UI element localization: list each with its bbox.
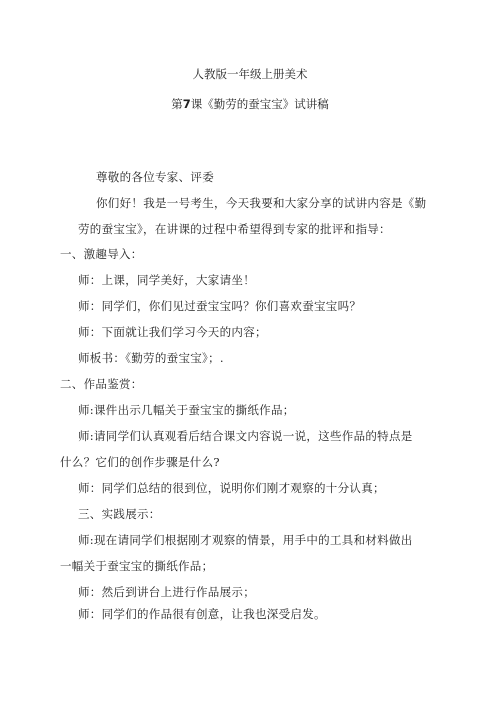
text-line: 一幅关于蚕宝宝的撕纸作品； bbox=[60, 559, 214, 573]
text-line: 师：下面就让我们学习今天的内容； bbox=[78, 325, 267, 339]
text-line: 师:现在请同学们根据刚才观察的情景，用手中的工具和材料做出 bbox=[78, 533, 413, 547]
text-line: 师:请同学们认真观看后结合课文内容说一说，这些作品的特点是 bbox=[78, 429, 413, 443]
text-line: 你们好！我是一号考生，今天我要和大家分享的试讲内容是《勤 bbox=[96, 196, 427, 210]
title-prefix: 第 bbox=[171, 97, 183, 111]
text-line: 师板书：《勤劳的蚕宝宝》；. bbox=[78, 351, 224, 365]
section-heading: 二、作品鉴赏： bbox=[60, 377, 143, 391]
text-line: 师：上课，同学美好，大家请坐！ bbox=[78, 273, 255, 287]
text-line: 师：同学们的作品很有创意，让我也深受启发。 bbox=[78, 607, 326, 621]
text-line: 劳的蚕宝宝》，在讲课的过程中希望得到专家的批评和指导： bbox=[78, 222, 391, 236]
text-line: 师：同学们，你们见过蚕宝宝吗？你们喜欢蚕宝宝吗？ bbox=[78, 299, 362, 313]
document-title bbox=[0, 96, 500, 112]
document-subtitle: 人教版一年级上册美术 bbox=[192, 67, 308, 81]
text-line: 尊敬的各位专家、评委 bbox=[96, 170, 214, 184]
title-number: 7 bbox=[182, 97, 191, 111]
text-line: 师：然后到讲台上进行作品展示； bbox=[78, 585, 255, 599]
section-heading: 一、激趣导入： bbox=[60, 247, 143, 261]
text-line: 什么？它们的创作步骤是什么? bbox=[60, 455, 220, 469]
title-rest: 课《勤劳的蚕宝宝》试讲稿 bbox=[190, 97, 329, 111]
text-line: 师:课件出示几幅关于蚕宝宝的撕纸作品； bbox=[78, 403, 295, 417]
section-heading: 三、实践展示： bbox=[78, 507, 161, 521]
text-line: 师：同学们总结的很到位，说明你们刚才观察的十分认真； bbox=[78, 481, 385, 495]
